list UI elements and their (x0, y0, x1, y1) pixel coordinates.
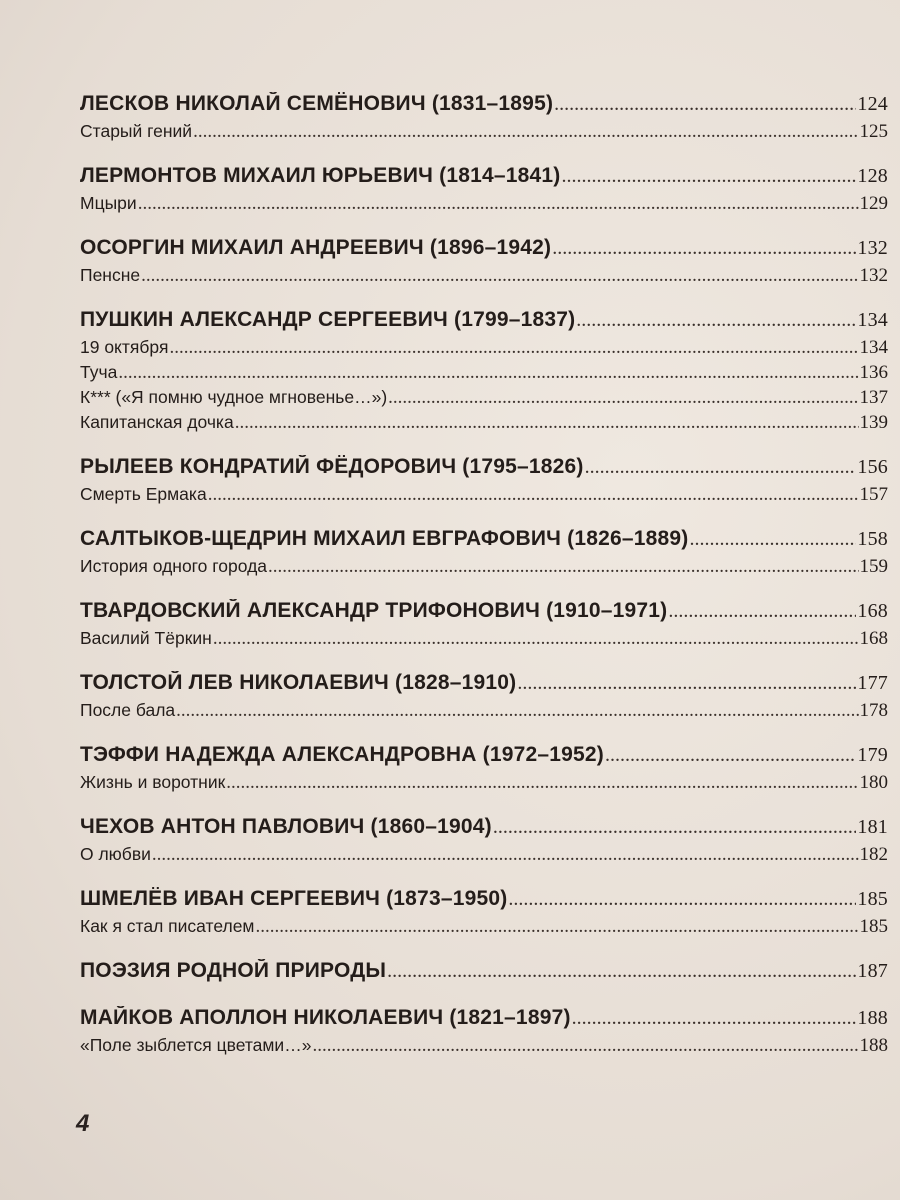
toc-section (80, 236, 888, 290)
toc-author-entry-title: ТВАРДОВСКИЙ АЛЕКСАНДР ТРИФОНОВИЧ (1910–1971) (80, 599, 668, 622)
toc-work-entry-page: 178 (859, 700, 888, 721)
toc-work-entry-title: Капитанская дочка (80, 412, 234, 432)
toc-work-entry-title: После бала (80, 700, 176, 720)
toc-work-entry (80, 628, 888, 653)
toc-author-entry-page: 134 (857, 309, 888, 331)
dot-leader (152, 844, 859, 866)
page-number: 4 (76, 1110, 90, 1137)
dot-leader (138, 193, 859, 215)
dot-leader (561, 165, 856, 188)
dot-leader (493, 816, 857, 839)
toc-section (80, 599, 888, 653)
toc-author-entry-page: 177 (857, 672, 888, 694)
toc-work-entry-page: 182 (859, 844, 888, 865)
toc-work-entry-title: Туча (80, 362, 118, 382)
toc-section (80, 455, 888, 509)
dot-leader (208, 484, 859, 506)
dot-leader (572, 1007, 857, 1030)
toc-work-entry (80, 362, 888, 387)
toc-author-entry-title: ПУШКИН АЛЕКСАНДР СЕРГЕЕВИЧ (1799–1837) (80, 308, 576, 331)
toc-author-entry-page: 156 (857, 456, 888, 478)
toc-author-entry-page: 179 (857, 744, 888, 766)
toc-work-entry-title: «Поле зыблется цветами…» (80, 1035, 312, 1055)
toc-work-entry-page: 134 (859, 337, 888, 358)
toc-author-entry (80, 1006, 888, 1035)
toc-work-entry-page: 139 (859, 412, 888, 433)
dot-leader (517, 672, 856, 695)
toc-author-entry-title: ОСОРГИН МИХАИЛ АНДРЕЕВИЧ (1896–1942) (80, 236, 552, 259)
toc-author-entry-page: 181 (857, 816, 888, 838)
toc-work-entry-page: 185 (859, 916, 888, 937)
toc-author-entry-title: ШМЕЛЁВ ИВАН СЕРГЕЕВИЧ (1873–1950) (80, 887, 508, 910)
toc-author-entry-page: 188 (857, 1007, 888, 1029)
toc-author-entry (80, 455, 888, 484)
toc-work-entry-title: 19 октября (80, 337, 169, 357)
toc-author-entry (80, 815, 888, 844)
dot-leader (508, 888, 856, 911)
toc-author-entry-title: РЫЛЕЕВ КОНДРАТИЙ ФЁДОРОВИЧ (1795–1826) (80, 455, 584, 478)
toc-author-entry (80, 959, 888, 988)
toc-section (80, 887, 888, 941)
toc-author-entry-page: 187 (857, 960, 888, 982)
toc-section (80, 92, 888, 146)
toc-author-entry (80, 308, 888, 337)
toc-work-entry-title: История одного города (80, 556, 268, 576)
toc-author-entry-page: 158 (857, 528, 888, 550)
toc-work-entry-title: Мцыри (80, 193, 137, 213)
toc-work-entry (80, 1035, 888, 1060)
toc-work-entry (80, 700, 888, 725)
dot-leader (169, 337, 858, 359)
toc-work-entry (80, 916, 888, 941)
dot-leader (668, 600, 856, 623)
dot-leader (554, 93, 856, 116)
toc-work-entry-page: 157 (859, 484, 888, 505)
toc-work-entry (80, 556, 888, 581)
toc-author-entry (80, 743, 888, 772)
toc-work-entry-title: О любви (80, 844, 151, 864)
dot-leader (605, 744, 856, 767)
dot-leader (176, 700, 858, 722)
dot-leader (576, 309, 856, 332)
toc-section (80, 308, 888, 437)
dot-leader (213, 628, 859, 650)
toc-author-entry (80, 599, 888, 628)
toc-work-entry-title: Смерть Ермака (80, 484, 207, 504)
toc-work-entry (80, 337, 888, 362)
toc-section (80, 815, 888, 869)
toc-author-entry-title: ПОЭЗИЯ РОДНОЙ ПРИРОДЫ (80, 959, 387, 982)
toc-author-entry (80, 236, 888, 265)
dot-leader (226, 772, 858, 794)
toc-author-entry (80, 527, 888, 556)
toc-author-entry-title: ЧЕХОВ АНТОН ПАВЛОВИЧ (1860–1904) (80, 815, 492, 838)
toc-work-entry-page: 125 (859, 121, 888, 142)
toc-work-entry-page: 159 (859, 556, 888, 577)
toc-author-entry-title: ТЭФФИ НАДЕЖДА АЛЕКСАНДРОВНА (1972–1952) (80, 743, 604, 766)
dot-leader (268, 556, 858, 578)
toc-author-entry-title: ТОЛСТОЙ ЛЕВ НИКОЛАЕВИЧ (1828–1910) (80, 671, 517, 694)
toc-work-entry (80, 844, 888, 869)
toc-author-entry-page: 124 (857, 93, 888, 115)
toc-work-entry-title: Пенсне (80, 265, 141, 285)
dot-leader (235, 412, 859, 434)
table-of-contents (80, 92, 888, 1078)
toc-author-entry-title: САЛТЫКОВ-ЩЕДРИН МИХАИЛ ЕВГРАФОВИЧ (1826–1889) (80, 527, 689, 550)
toc-work-entry-page: 180 (859, 772, 888, 793)
toc-work-entry-page: 136 (859, 362, 888, 383)
toc-author-entry-page: 185 (857, 888, 888, 910)
toc-work-entry (80, 772, 888, 797)
dot-leader (255, 916, 858, 938)
toc-work-entry-page: 129 (859, 193, 888, 214)
toc-section (80, 527, 888, 581)
toc-work-entry (80, 387, 888, 412)
toc-author-entry-title: ЛЕСКОВ НИКОЛАЙ СЕМЁНОВИЧ (1831–1895) (80, 92, 554, 115)
toc-section (80, 959, 888, 988)
toc-author-entry-page: 132 (857, 237, 888, 259)
toc-section (80, 1006, 888, 1060)
toc-author-entry-title: ЛЕРМОНТОВ МИХАИЛ ЮРЬЕВИЧ (1814–1841) (80, 164, 561, 187)
dot-leader (585, 456, 857, 479)
toc-author-entry (80, 92, 888, 121)
dot-leader (689, 528, 856, 551)
toc-work-entry-page: 137 (859, 387, 888, 408)
toc-section (80, 164, 888, 218)
toc-author-entry (80, 887, 888, 916)
toc-work-entry-title: Василий Тёркин (80, 628, 212, 648)
dot-leader (141, 265, 858, 287)
toc-work-entry (80, 484, 888, 509)
toc-work-entry-title: К*** («Я помню чудное мгновенье…») (80, 387, 388, 407)
toc-work-entry (80, 265, 888, 290)
dot-leader (388, 387, 858, 409)
toc-author-entry-title: МАЙКОВ АПОЛЛОН НИКОЛАЕВИЧ (1821–1897) (80, 1006, 571, 1029)
dot-leader (387, 960, 856, 983)
toc-work-entry-page: 132 (859, 265, 888, 286)
toc-section (80, 671, 888, 725)
toc-work-entry (80, 412, 888, 437)
toc-work-entry-title: Старый гений (80, 121, 193, 141)
dot-leader (312, 1035, 858, 1057)
dot-leader (193, 121, 858, 143)
toc-work-entry (80, 193, 888, 218)
toc-work-entry-title: Как я стал писателем (80, 916, 255, 936)
dot-leader (552, 237, 856, 260)
toc-author-entry (80, 164, 888, 193)
toc-author-entry (80, 671, 888, 700)
toc-work-entry-title: Жизнь и воротник (80, 772, 226, 792)
toc-author-entry-page: 128 (857, 165, 888, 187)
toc-author-entry-page: 168 (857, 600, 888, 622)
toc-section (80, 743, 888, 797)
toc-work-entry (80, 121, 888, 146)
toc-work-entry-page: 168 (859, 628, 888, 649)
dot-leader (118, 362, 858, 384)
toc-work-entry-page: 188 (859, 1035, 888, 1056)
